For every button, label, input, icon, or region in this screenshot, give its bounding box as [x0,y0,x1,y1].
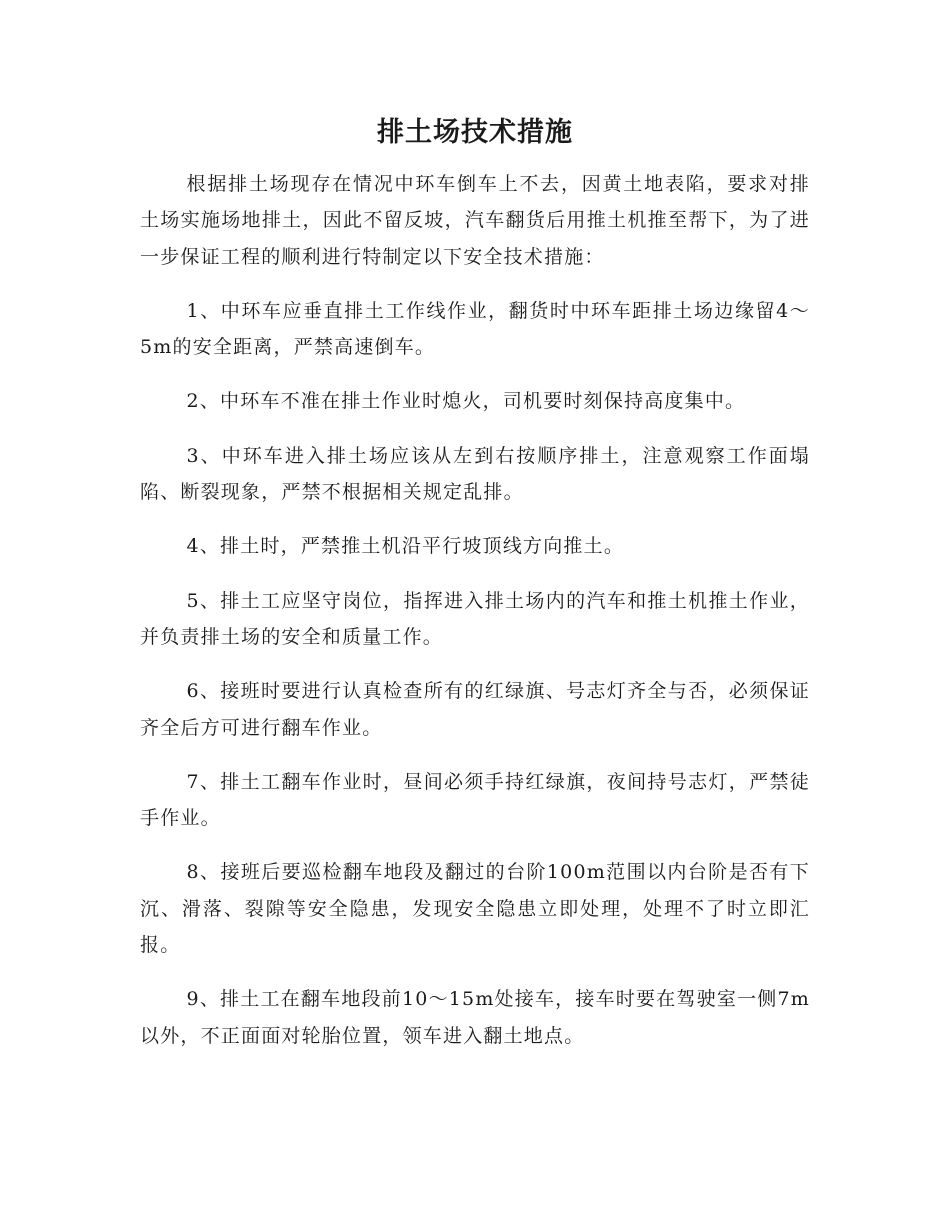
measure-item-2: 2、中环车不准在排土作业时熄火，司机要时刻保持高度集中。 [186,390,746,413]
measure-item-9: 9、排土工在翻车地段前10～15m处接车，接车时要在驾驶室一侧7m以外，不正面面对轮胎位置，领车进入翻土地点。 [140,988,810,1047]
document-page [140,108,810,1054]
measure-item-8: 8、接班后要巡检翻车地段及翻过的台阶100m范围以内台阶是否有下沉、滑落、裂隙等安全隐患，发现安全隐患立即处理，处理不了时立即汇报。 [140,861,810,957]
measure-item-6: 6、接班时要进行认真检查所有的红绿旗、号志灯齐全与否，必须保证齐全后方可进行翻车作业。 [140,680,810,739]
measure-item-5: 5、排土工应坚守岗位，指挥进入排土场内的汽车和推土机推土作业，并负责排土场的安全和质量工作。 [140,589,810,648]
measure-item-3: 3、中环车进入排土场应该从左到右按顺序排土，注意观察工作面塌陷、断裂现象，严禁不根据相关规定乱排。 [140,444,810,504]
document-title: 排土场技术措施 [377,117,573,148]
measure-item-4: 4、排土时，严禁推土机沿平行坡顶线方向推土。 [186,535,625,558]
intro-paragraph: 根据排土场现存在情况中环车倒车上不去，因黄土地表陷，要求对排土场实施场地排土，因此不留反坡，汽车翻货后用推土机推至帮下，为了进一步保证工程的顺利进行特制定以下安全技术措施： [140,173,810,268]
measure-item-7: 7、排土工翻车作业时，昼间必须手持红绿旗，夜间持号志灯，严禁徒手作业。 [140,770,810,830]
measure-item-1: 1、中环车应垂直排土工作线作业，翻货时中环车距排土场边缘留4～5m的安全距离，严禁高速倒车。 [140,299,810,359]
